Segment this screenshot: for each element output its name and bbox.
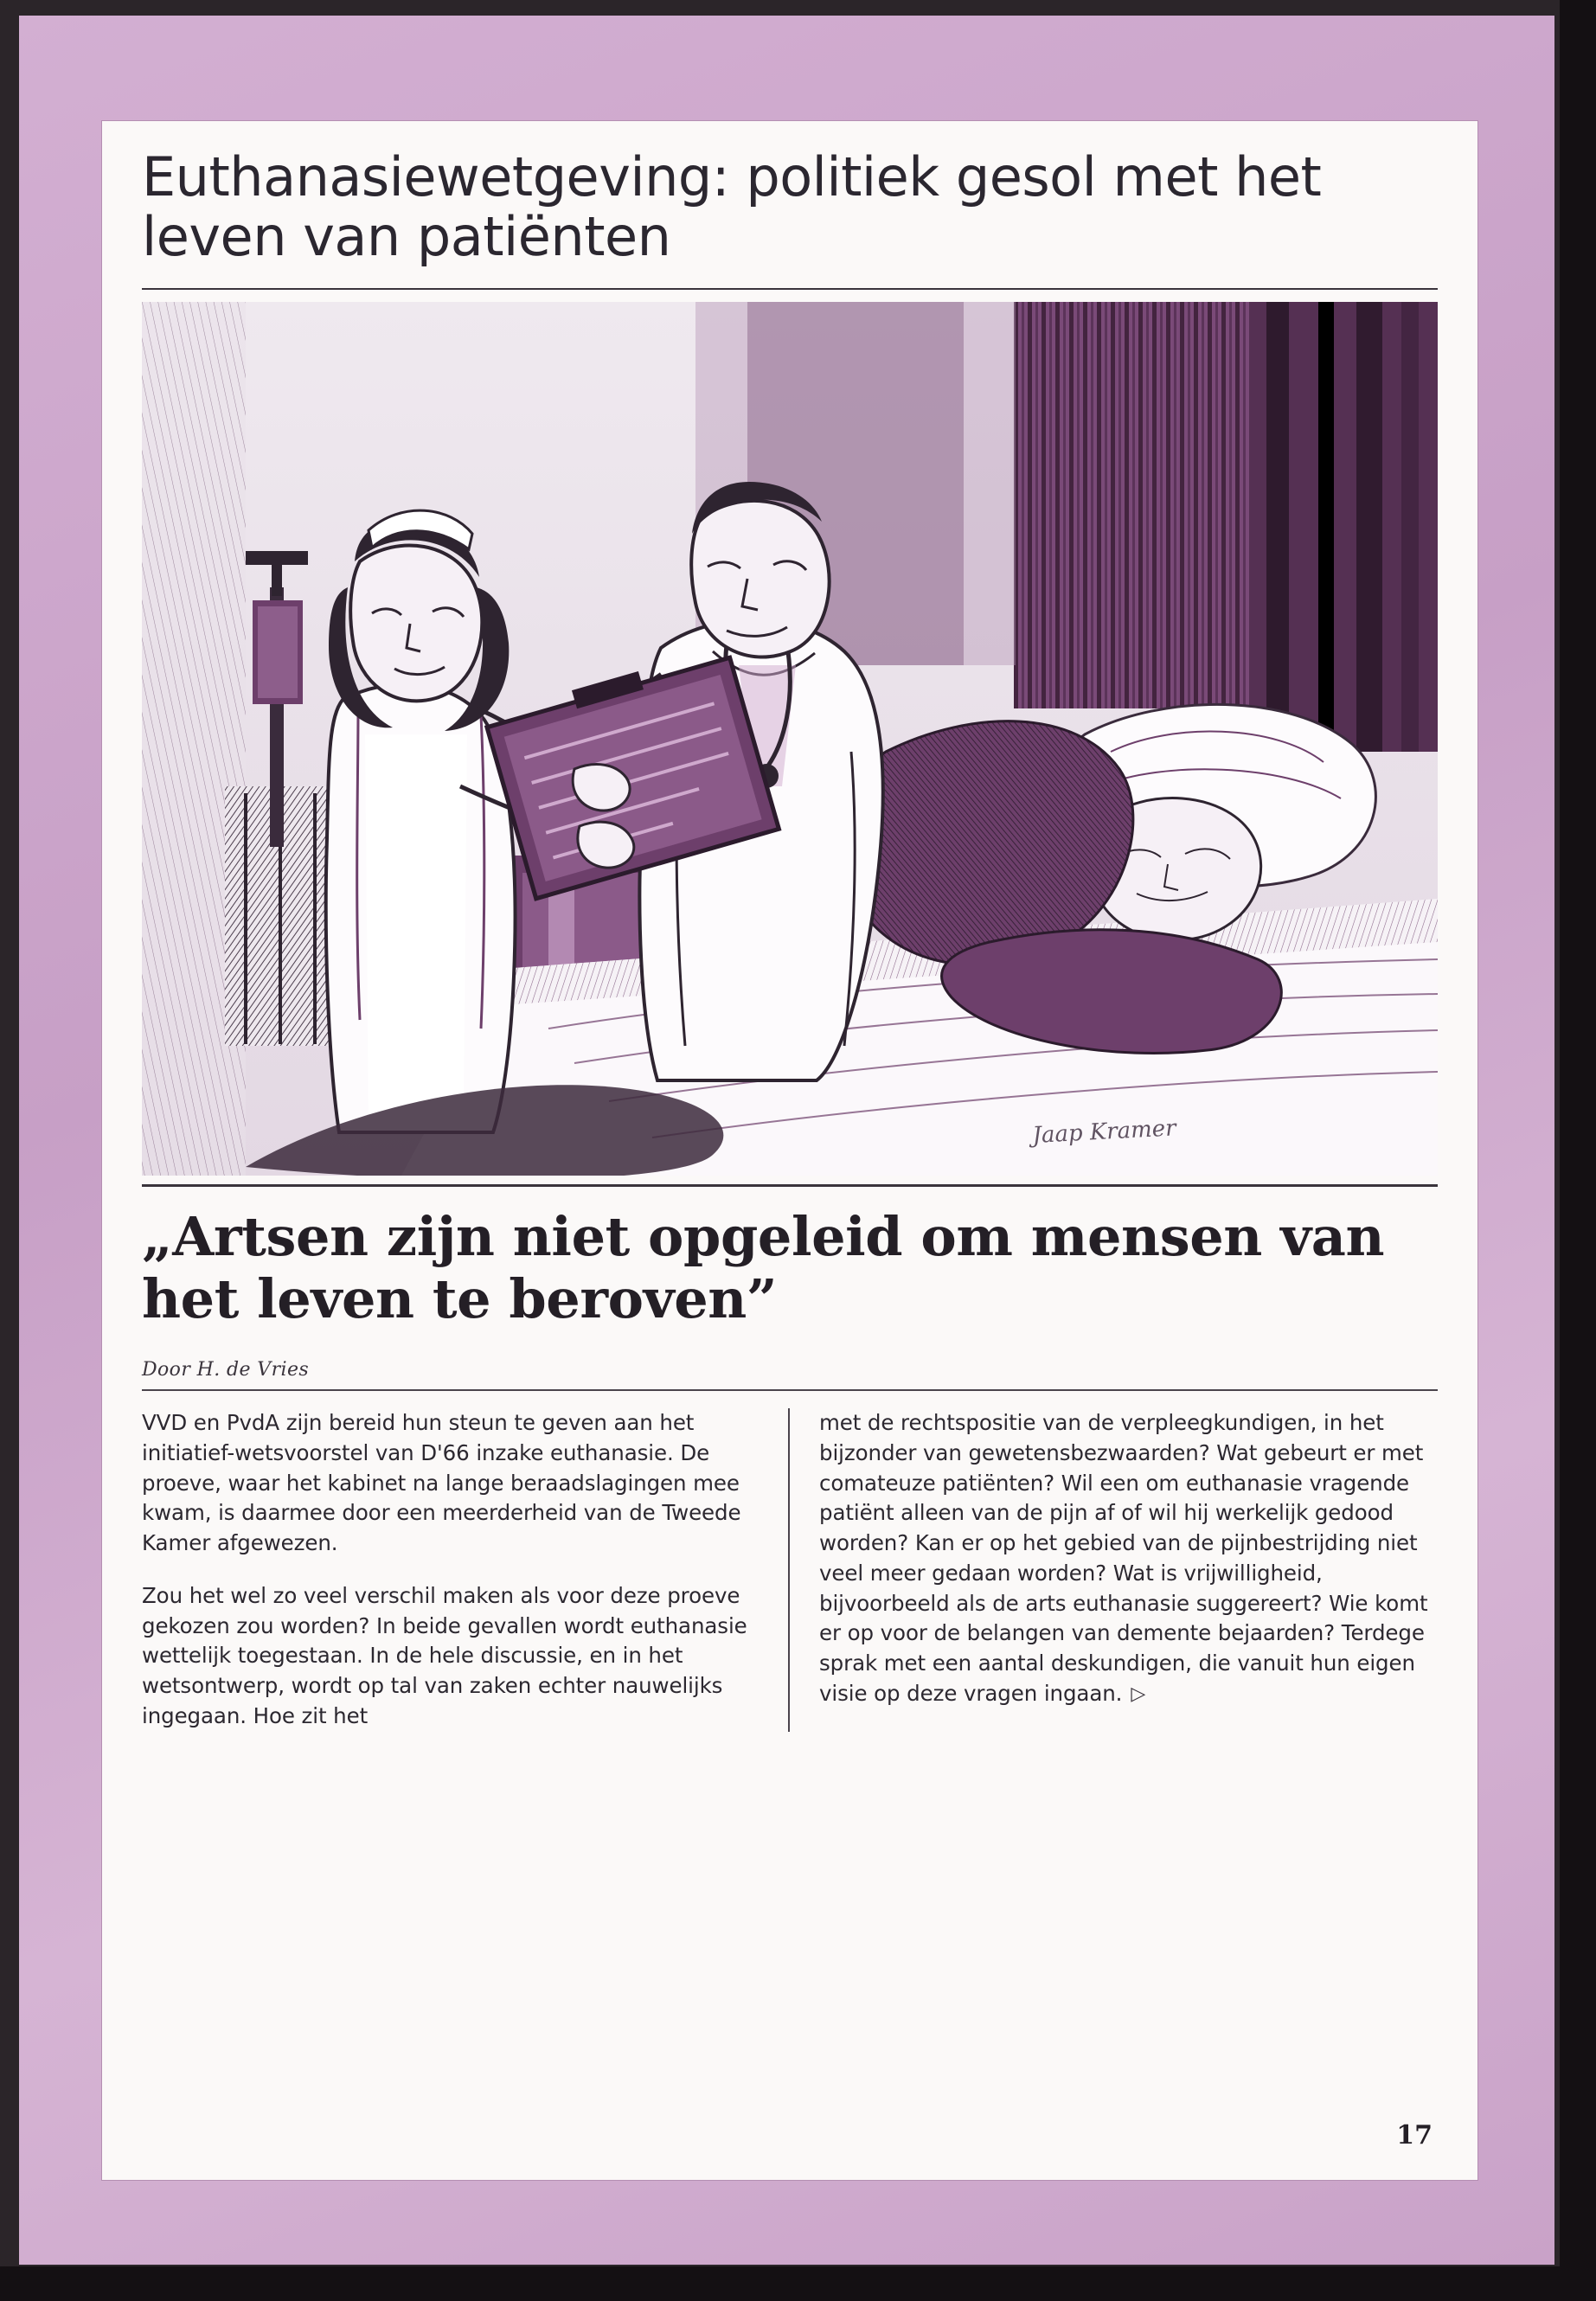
illustration-block — [142, 290, 1438, 1176]
body-columns — [142, 1408, 1438, 1732]
paragraph: Zou het wel zo veel verschil maken als voor deze proeve gekozen zou worden? In beide gevallen wordt euthanasie wettelijk toegestaan. In de hele discussie, en in het wetsontwerp, wordt op tal van zaken echter nauwelijks ingegaan. Hoe zit het — [142, 1582, 747, 1728]
page-number: 17 — [1396, 2120, 1433, 2150]
byline: Door H. de Vries — [142, 1358, 310, 1381]
svg-text:Jaap Kramer: Jaap Kramer — [1031, 1115, 1177, 1149]
paragraph — [819, 1408, 1438, 1709]
scan-edge-bottom — [0, 2266, 1596, 2301]
rule-under-byline — [142, 1389, 1438, 1391]
continuation-arrow-icon: ▷ — [1131, 1682, 1146, 1705]
paragraph-text: met de rechtspositie van de verpleegkundigen, in het bijzonder van gewetensbezwaarden? Wat gebeurt er met comateuze patiënten? Wil een om euthanasie vragende patiënt alleen van de pijn af of wil hij werkelijk gedood worden? Kan er op het gebied van de pijnbestrijding niet veel meer gedaan worden? Wat is vrijwilligheid, bijvoorbeeld als de arts euthanasie suggereert? Wie komt er op voor de belangen van demente bejaarden? Terdege sprak met een aantal deskundigen, die vanuit hun eigen visie op deze vragen ingaan. — [819, 1409, 1428, 1706]
headline-block — [102, 121, 1477, 274]
illustration — [142, 302, 1438, 1176]
illustration-artwork — [142, 302, 1438, 1176]
body-column-right — [790, 1408, 1438, 1732]
page-title: Euthanasiewetgeving: politiek gesol met het leven van patiënten — [142, 145, 1322, 269]
magazine-page — [102, 121, 1477, 2180]
pull-quote: „Artsen zijn niet opgeleid om mensen van het leven te beroven” — [142, 1204, 1385, 1331]
deck-block — [102, 1187, 1477, 1336]
scan-edge-right — [1560, 0, 1596, 2301]
paragraph: VVD en PvdA zijn bereid hun steun te geven aan het initiatief-wetsvoorstel van D'66 inzake euthanasie. De proeve, waar het kabinet na lange beraadslagingen mee kwam, is daarmee door een meerderheid van de Tweede Kamer afgewezen. — [142, 1409, 741, 1556]
body-column-left — [142, 1408, 790, 1732]
